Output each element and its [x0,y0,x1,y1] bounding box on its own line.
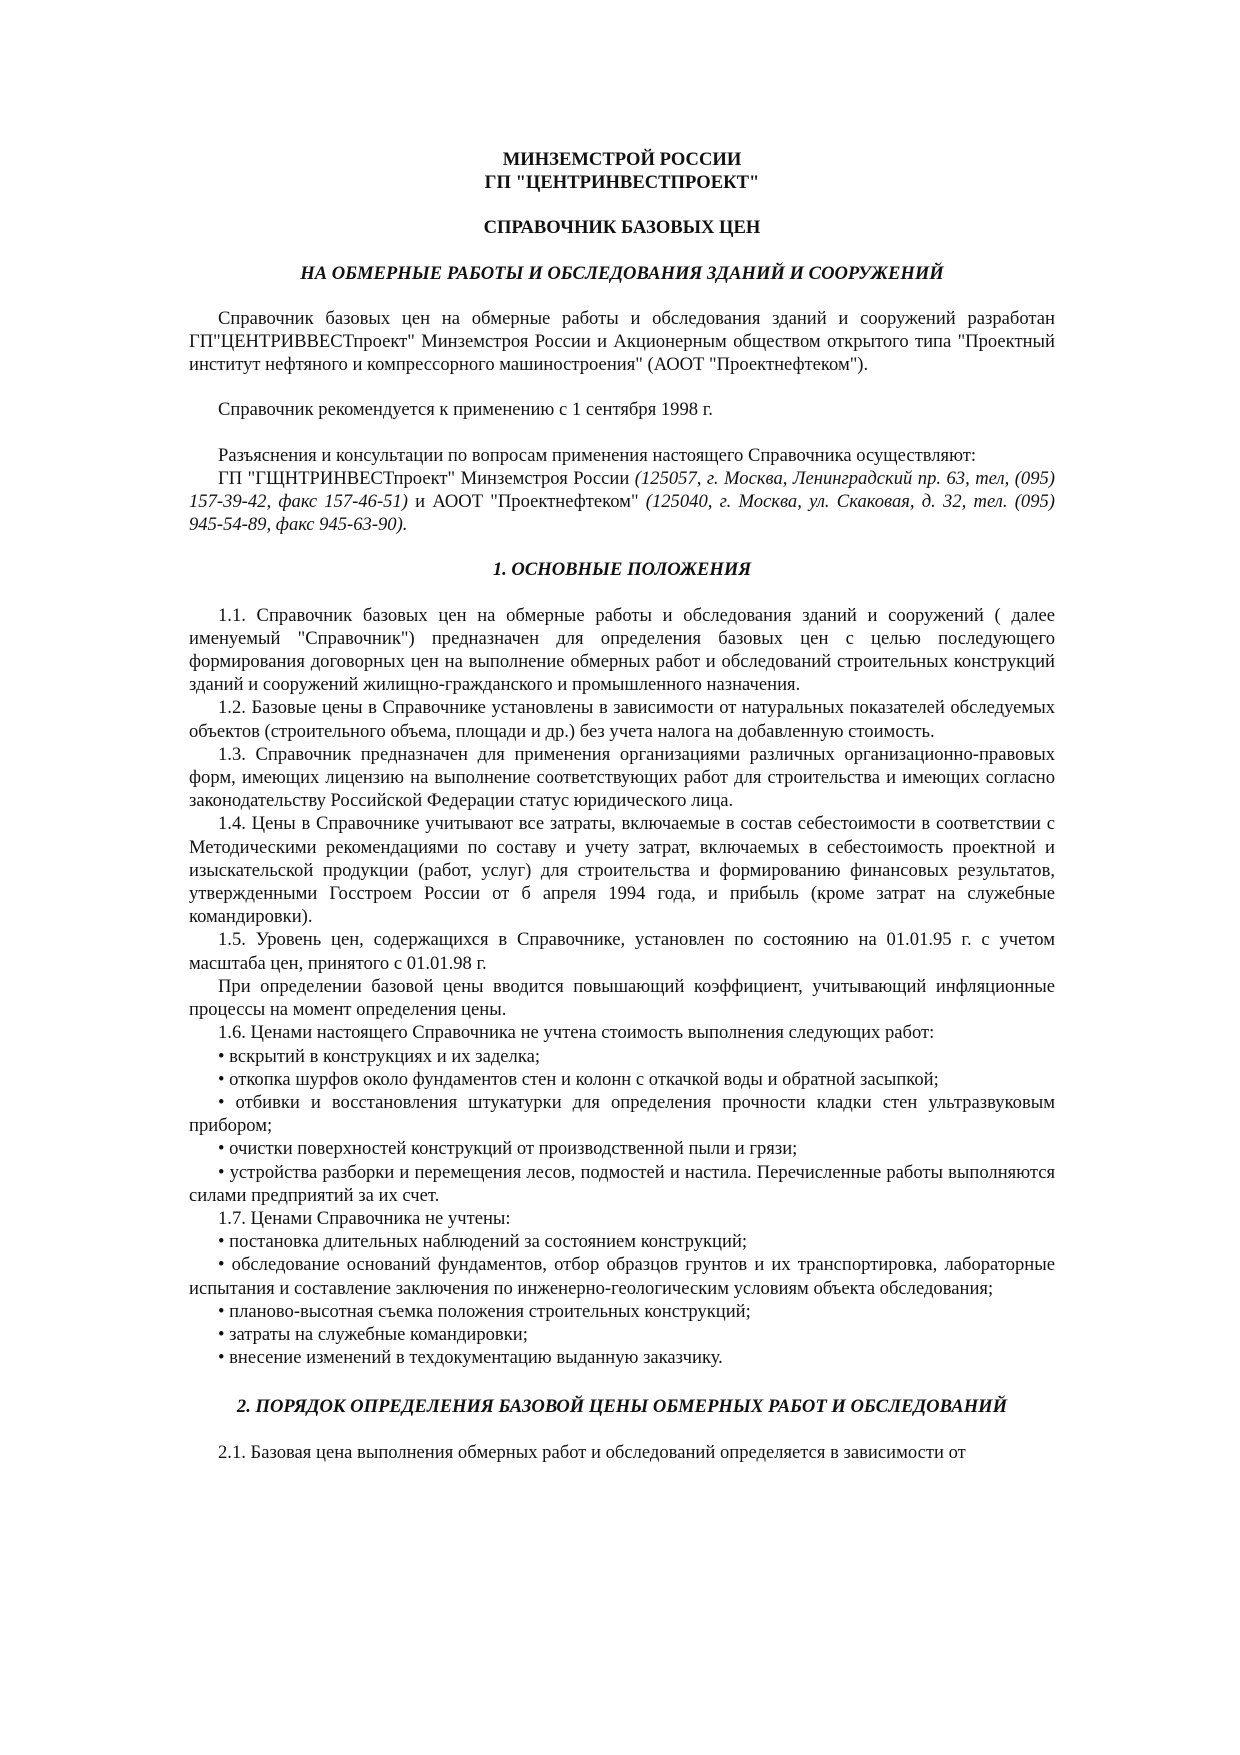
contact-address-1: (125057, г. Москва, Ленинградский пр. 63, тел, (095) 157-39-42, факс 157-46-51) [189,467,1055,513]
contact-address-2: (125040, г. Москва, ул. Скаковая, д. 32, тел. (095) 945-54-89, факс 945-63-90). [189,491,1055,536]
clause-1-7: 1.7. Ценами Справочника не учтены: [218,1207,511,1229]
list-item: • откопка шурфов около фундаментов стен и колонн с откачкой воды и обратной засыпкой; [218,1068,939,1090]
section-1-heading: 1. ОСНОВНЫЕ ПОЛОЖЕНИЯ [492,559,752,581]
clause-1-5: 1.5. Уровень цен, содержащихся в Справочнике, установлен по состоянию на 01.01.95 г. с учетом масштаба цен, принятого с 01.01.98 г. [189,929,1055,974]
list-item: • отбивки и восстановления штукатурки для определения прочности кладки стен ультразвуковым прибором; [189,1091,1055,1137]
clause-1-5-note: При определении базовой цены вводится повышающий коэффициент, учитывающий инфляционные процессы на момент определения цены. [189,975,1055,1021]
ministry-name: МИНЗЕМСТРОЙ РОССИИ [502,149,742,170]
contact-org-1: ГП "ГЩНТРИНВЕСТпроект" Минземстроя России [218,467,635,489]
intro-paragraph: Справочник базовых цен на обмерные работы и обследования зданий и сооружений разработан ГП"ЦЕНТРИВВЕСТпроект" Минземстроя России и Акционерным обществом открытого типа "Проектный институт нефтяного и компрессорного машиностроения" (АООТ "Проектнефтеком"). [189,307,1055,376]
list-item: • очистки поверхностей конструкций от производственной пыли и грязи; [218,1138,798,1160]
intro-contacts [189,467,1055,537]
clause-1-1: 1.1. Справочник базовых цен на обмерные работы и обследования зданий и сооружений ( далее именуемый "Справочник") предназначен для определения базовых цен с целью последующего формирования договорных цен на выполнение обмерных работ и обследований строительных конструкций зданий и сооружений жилищно-гражданского и промышленного назначения. [189,604,1055,696]
clause-2-1: 2.1. Базовая цена выполнения обмерных работ и обследований определяется в зависимости от [218,1441,966,1463]
list-item: • устройства разборки и перемещения лесов, подмостей и настила. Перечисленные работы выполняются силами предприятий за их счет. [189,1161,1055,1206]
clause-1-2: 1.2. Базовые цены в Справочнике установлены в зависимости от натуральных показателей обследуемых объектов (строительного объема, площади и др.) без учета налога на добавленную стоимость. [189,697,1055,742]
document-title: СПРАВОЧНИК БАЗОВЫХ ЦЕН [483,217,761,239]
document-subtitle: НА ОБМЕРНЫЕ РАБОТЫ И ОБСЛЕДОВАНИЯ ЗДАНИЙ И СООРУЖЕНИЙ [300,262,944,284]
document-page [189,148,1055,1464]
organization-name: ГП "ЦЕНТРИНВЕСТПРОЕКТ" [484,172,760,194]
intro-consultations: Разъяснения и консультации по вопросам применения настоящего Справочника осуществляют: [218,444,977,466]
clause-1-3: 1.3. Справочник предназначен для применения организациями различных организационно-правовых форм, имеющих лицензию на выполнение соответствующих работ для строительства и имеющих согласно законодательству Российской Федерации статус юридического лица. [189,743,1055,812]
contact-org-2: и АООТ "Проектнефтеком" [407,491,646,513]
intro-effective-date: Справочник рекомендуется к применению с 1 сентября 1998 г. [218,399,713,421]
clause-1-6: 1.6. Ценами настоящего Справочника не учтена стоимость выполнения следующих работ: [218,1022,935,1044]
clause-1-4: 1.4. Цены в Справочнике учитывают все затраты, включаемые в состав себестоимости в соответствии с Методическими рекомендациями по составу и учету затрат, включаемых в себестоимость проектной и изыскательской продукции (работ, услуг) для строительства и формированию финансовых результатов, утвержденными Госстроем России от б апреля 1994 года, и прибыль (кроме затрат на служебные командировки). [189,813,1055,928]
list-item: • обследование оснований фундаментов, отбор образцов грунтов и их транспортировка, лабораторные испытания и составление заключения по инженерно-геологическим условиям объекта обследования; [189,1254,1055,1299]
list-item: • внесение изменений в техдокументацию выданную заказчику. [218,1347,723,1369]
list-item: • планово-высотная съемка положения строительных конструкций; [218,1300,751,1322]
list-item: • вскрытий в конструкциях и их заделка; [218,1045,540,1067]
list-item: • постановка длительных наблюдений за состоянием конструкций; [218,1231,748,1253]
list-item: • затраты на служебные командировки; [218,1323,528,1345]
section-2-heading: 2. ПОРЯДОК ОПРЕДЕЛЕНИЯ БАЗОВОЙ ЦЕНЫ ОБМЕРНЫХ РАБОТ И ОБСЛЕДОВАНИЙ [236,1396,1008,1418]
